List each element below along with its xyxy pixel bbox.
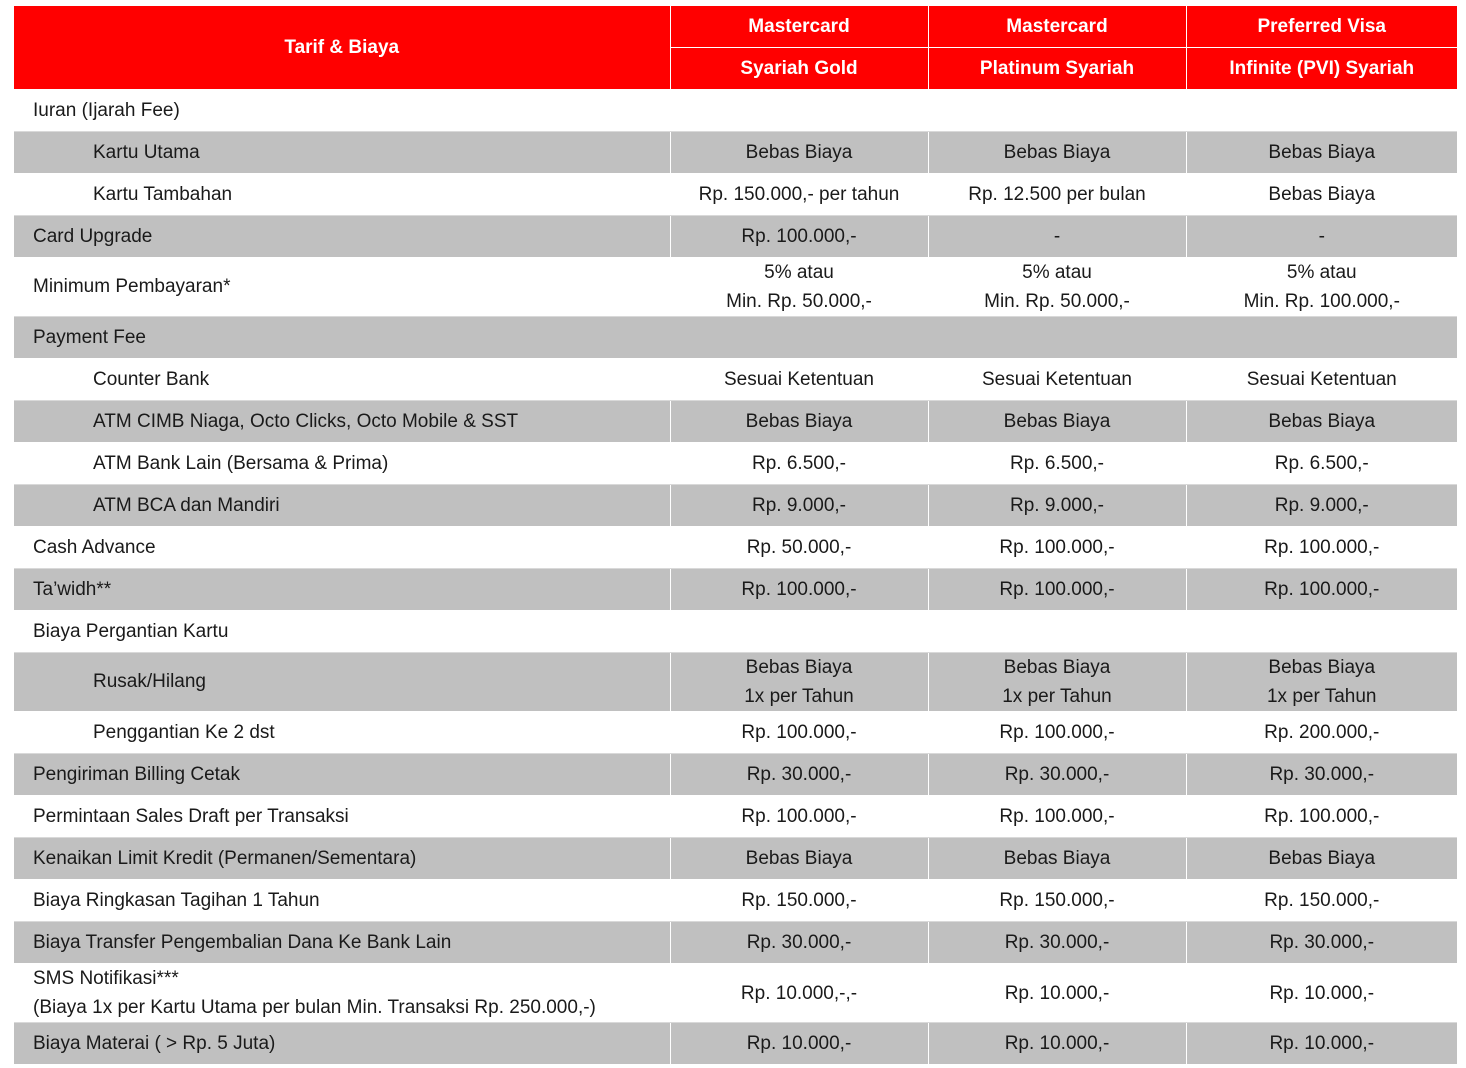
row-label: Iuran (Ijarah Fee) <box>14 90 670 132</box>
value-cell: Rp. 100.000,- <box>928 796 1186 838</box>
value-cell <box>1186 90 1457 132</box>
value-line: Min. Rp. 50.000,- <box>726 291 872 312</box>
value-cell: Rp. 9.000,- <box>1186 485 1457 527</box>
value-cell: Sesuai Ketentuan <box>670 359 928 401</box>
row-label: Minimum Pembayaran* <box>14 258 670 317</box>
col-header-gold-line1: Mastercard <box>670 6 928 48</box>
value-cell: Bebas Biaya <box>670 132 928 174</box>
table-row <box>14 796 1457 838</box>
row-label: Kenaikan Limit Kredit (Permanen/Sementara) <box>14 838 670 880</box>
value-cell: Rp. 12.500 per bulan <box>928 174 1186 216</box>
table-row <box>14 569 1457 611</box>
row-label: ATM BCA dan Mandiri <box>14 485 670 527</box>
row-label: Penggantian Ke 2 dst <box>14 712 670 754</box>
value-cell: Rp. 10.000,- <box>670 1023 928 1065</box>
value-cell: Rp. 10.000,- <box>1186 1023 1457 1065</box>
table-row <box>14 216 1457 258</box>
table-row <box>14 132 1457 174</box>
value-cell: - <box>1186 216 1457 258</box>
table-row <box>14 712 1457 754</box>
table-row <box>14 174 1457 216</box>
value-cell: Rp. 100.000,- <box>670 712 928 754</box>
value-cell: - <box>928 216 1186 258</box>
value-cell: Rp. 6.500,- <box>670 443 928 485</box>
value-cell: Rp. 6.500,- <box>928 443 1186 485</box>
value-cell: Bebas Biaya <box>928 401 1186 443</box>
value-cell: Rp. 9.000,- <box>670 485 928 527</box>
table-row <box>14 611 1457 653</box>
row-label: Permintaan Sales Draft per Transaksi <box>14 796 670 838</box>
value-cell: Sesuai Ketentuan <box>1186 359 1457 401</box>
tarif-biaya-header: Tarif & Biaya <box>14 6 670 90</box>
row-label-line2: (Biaya 1x per Kartu Utama per bulan Min. Transaksi Rp. 250.000,-) <box>33 997 596 1018</box>
row-label: Cash Advance <box>14 527 670 569</box>
value-cell: Rp. 100.000,- <box>928 527 1186 569</box>
value-cell: Bebas Biaya <box>1186 838 1457 880</box>
value-line: 1x per Tahun <box>1002 686 1112 707</box>
value-line: Bebas Biaya <box>1003 657 1111 678</box>
value-cell: Bebas Biaya <box>1186 401 1457 443</box>
header-row-1 <box>14 6 1457 48</box>
col-header-platinum-line2: Platinum Syariah <box>928 48 1186 90</box>
value-cell: Bebas Biaya <box>928 132 1186 174</box>
table-row <box>14 258 1457 317</box>
value-cell: Rp. 30.000,- <box>1186 922 1457 964</box>
value-cell: Rp. 100.000,- <box>670 796 928 838</box>
value-cell: Rp. 30.000,- <box>670 754 928 796</box>
value-cell <box>1186 258 1457 317</box>
row-label: Card Upgrade <box>14 216 670 258</box>
value-line: 1x per Tahun <box>1266 686 1377 707</box>
value-cell: Rp. 30.000,- <box>670 922 928 964</box>
value-cell: Rp. 100.000,- <box>928 712 1186 754</box>
table-row <box>14 1023 1457 1065</box>
row-label: Ta’widh** <box>14 569 670 611</box>
value-line: 1x per Tahun <box>744 686 854 707</box>
value-cell: Bebas Biaya <box>928 838 1186 880</box>
row-label: Payment Fee <box>14 317 670 359</box>
value-line: Bebas Biaya <box>745 657 853 678</box>
row-label: Pengiriman Billing Cetak <box>14 754 670 796</box>
value-cell: Rp. 6.500,- <box>1186 443 1457 485</box>
row-label-line1: SMS Notifikasi*** <box>33 968 179 989</box>
value-cell: Rp. 100.000,- <box>670 569 928 611</box>
value-cell: Rp. 30.000,- <box>1186 754 1457 796</box>
table-row <box>14 653 1457 712</box>
value-cell: Sesuai Ketentuan <box>928 359 1186 401</box>
value-cell: Rp. 9.000,- <box>928 485 1186 527</box>
table-row <box>14 880 1457 922</box>
row-label <box>14 964 670 1023</box>
value-cell <box>928 653 1186 712</box>
row-label: ATM Bank Lain (Bersama & Prima) <box>14 443 670 485</box>
value-cell: Rp. 10.000,- <box>928 1023 1186 1065</box>
value-line: Min. Rp. 50.000,- <box>984 291 1130 312</box>
value-cell: Rp. 100.000,- <box>1186 796 1457 838</box>
table-header <box>14 6 1457 90</box>
value-cell <box>1186 653 1457 712</box>
row-label: Counter Bank <box>14 359 670 401</box>
value-cell: Bebas Biaya <box>670 838 928 880</box>
row-label: Biaya Ringkasan Tagihan 1 Tahun <box>14 880 670 922</box>
row-label: Rusak/Hilang <box>14 653 670 712</box>
value-cell: Rp. 50.000,- <box>670 527 928 569</box>
value-cell: Rp. 100.000,- <box>1186 569 1457 611</box>
value-cell: Bebas Biaya <box>1186 174 1457 216</box>
value-cell <box>928 317 1186 359</box>
value-cell: Bebas Biaya <box>1186 132 1457 174</box>
table-row <box>14 964 1457 1023</box>
value-line: 5% atau <box>764 262 834 283</box>
table-row <box>14 317 1457 359</box>
table-row <box>14 922 1457 964</box>
value-cell: Rp. 30.000,- <box>928 754 1186 796</box>
table-row <box>14 401 1457 443</box>
table-row <box>14 359 1457 401</box>
value-cell: Rp. 10.000,- <box>1186 964 1457 1023</box>
value-cell <box>670 258 928 317</box>
table-row <box>14 527 1457 569</box>
fee-table <box>14 6 1457 1065</box>
value-cell <box>928 258 1186 317</box>
col-header-pvi-line2: Infinite (PVI) Syariah <box>1186 48 1457 90</box>
value-cell: Rp. 10.000,-,- <box>670 964 928 1023</box>
row-label: Biaya Transfer Pengembalian Dana Ke Bank Lain <box>14 922 670 964</box>
value-cell: Rp. 150.000,- per tahun <box>670 174 928 216</box>
value-cell: Rp. 100.000,- <box>1186 527 1457 569</box>
value-cell <box>928 611 1186 653</box>
value-cell: Rp. 150.000,- <box>928 880 1186 922</box>
col-header-platinum-line1: Mastercard <box>928 6 1186 48</box>
value-cell <box>670 611 928 653</box>
value-cell: Rp. 150.000,- <box>1186 880 1457 922</box>
row-label: Kartu Utama <box>14 132 670 174</box>
value-cell <box>1186 611 1457 653</box>
value-cell <box>1186 317 1457 359</box>
value-line: Bebas Biaya <box>1268 657 1376 678</box>
row-label: Biaya Materai ( > Rp. 5 Juta) <box>14 1023 670 1065</box>
value-line: Min. Rp. 100.000,- <box>1243 291 1400 312</box>
table-row <box>14 90 1457 132</box>
table-row <box>14 838 1457 880</box>
row-label: Kartu Tambahan <box>14 174 670 216</box>
value-line: 5% atau <box>1286 262 1357 283</box>
value-line: 5% atau <box>1022 262 1092 283</box>
value-cell <box>670 653 928 712</box>
col-header-gold-line2: Syariah Gold <box>670 48 928 90</box>
value-cell: Rp. 100.000,- <box>928 569 1186 611</box>
value-cell <box>928 90 1186 132</box>
value-cell: Rp. 30.000,- <box>928 922 1186 964</box>
col-header-pvi-line1: Preferred Visa <box>1186 6 1457 48</box>
value-cell: Bebas Biaya <box>670 401 928 443</box>
table-body <box>14 90 1457 1065</box>
table-row <box>14 754 1457 796</box>
value-cell: Rp. 10.000,- <box>928 964 1186 1023</box>
row-label: ATM CIMB Niaga, Octo Clicks, Octo Mobile & SST <box>14 401 670 443</box>
value-cell <box>670 317 928 359</box>
value-cell: Rp. 100.000,- <box>670 216 928 258</box>
table-row <box>14 443 1457 485</box>
value-cell: Rp. 150.000,- <box>670 880 928 922</box>
value-cell <box>670 90 928 132</box>
row-label: Biaya Pergantian Kartu <box>14 611 670 653</box>
table-row <box>14 485 1457 527</box>
value-cell: Rp. 200.000,- <box>1186 712 1457 754</box>
